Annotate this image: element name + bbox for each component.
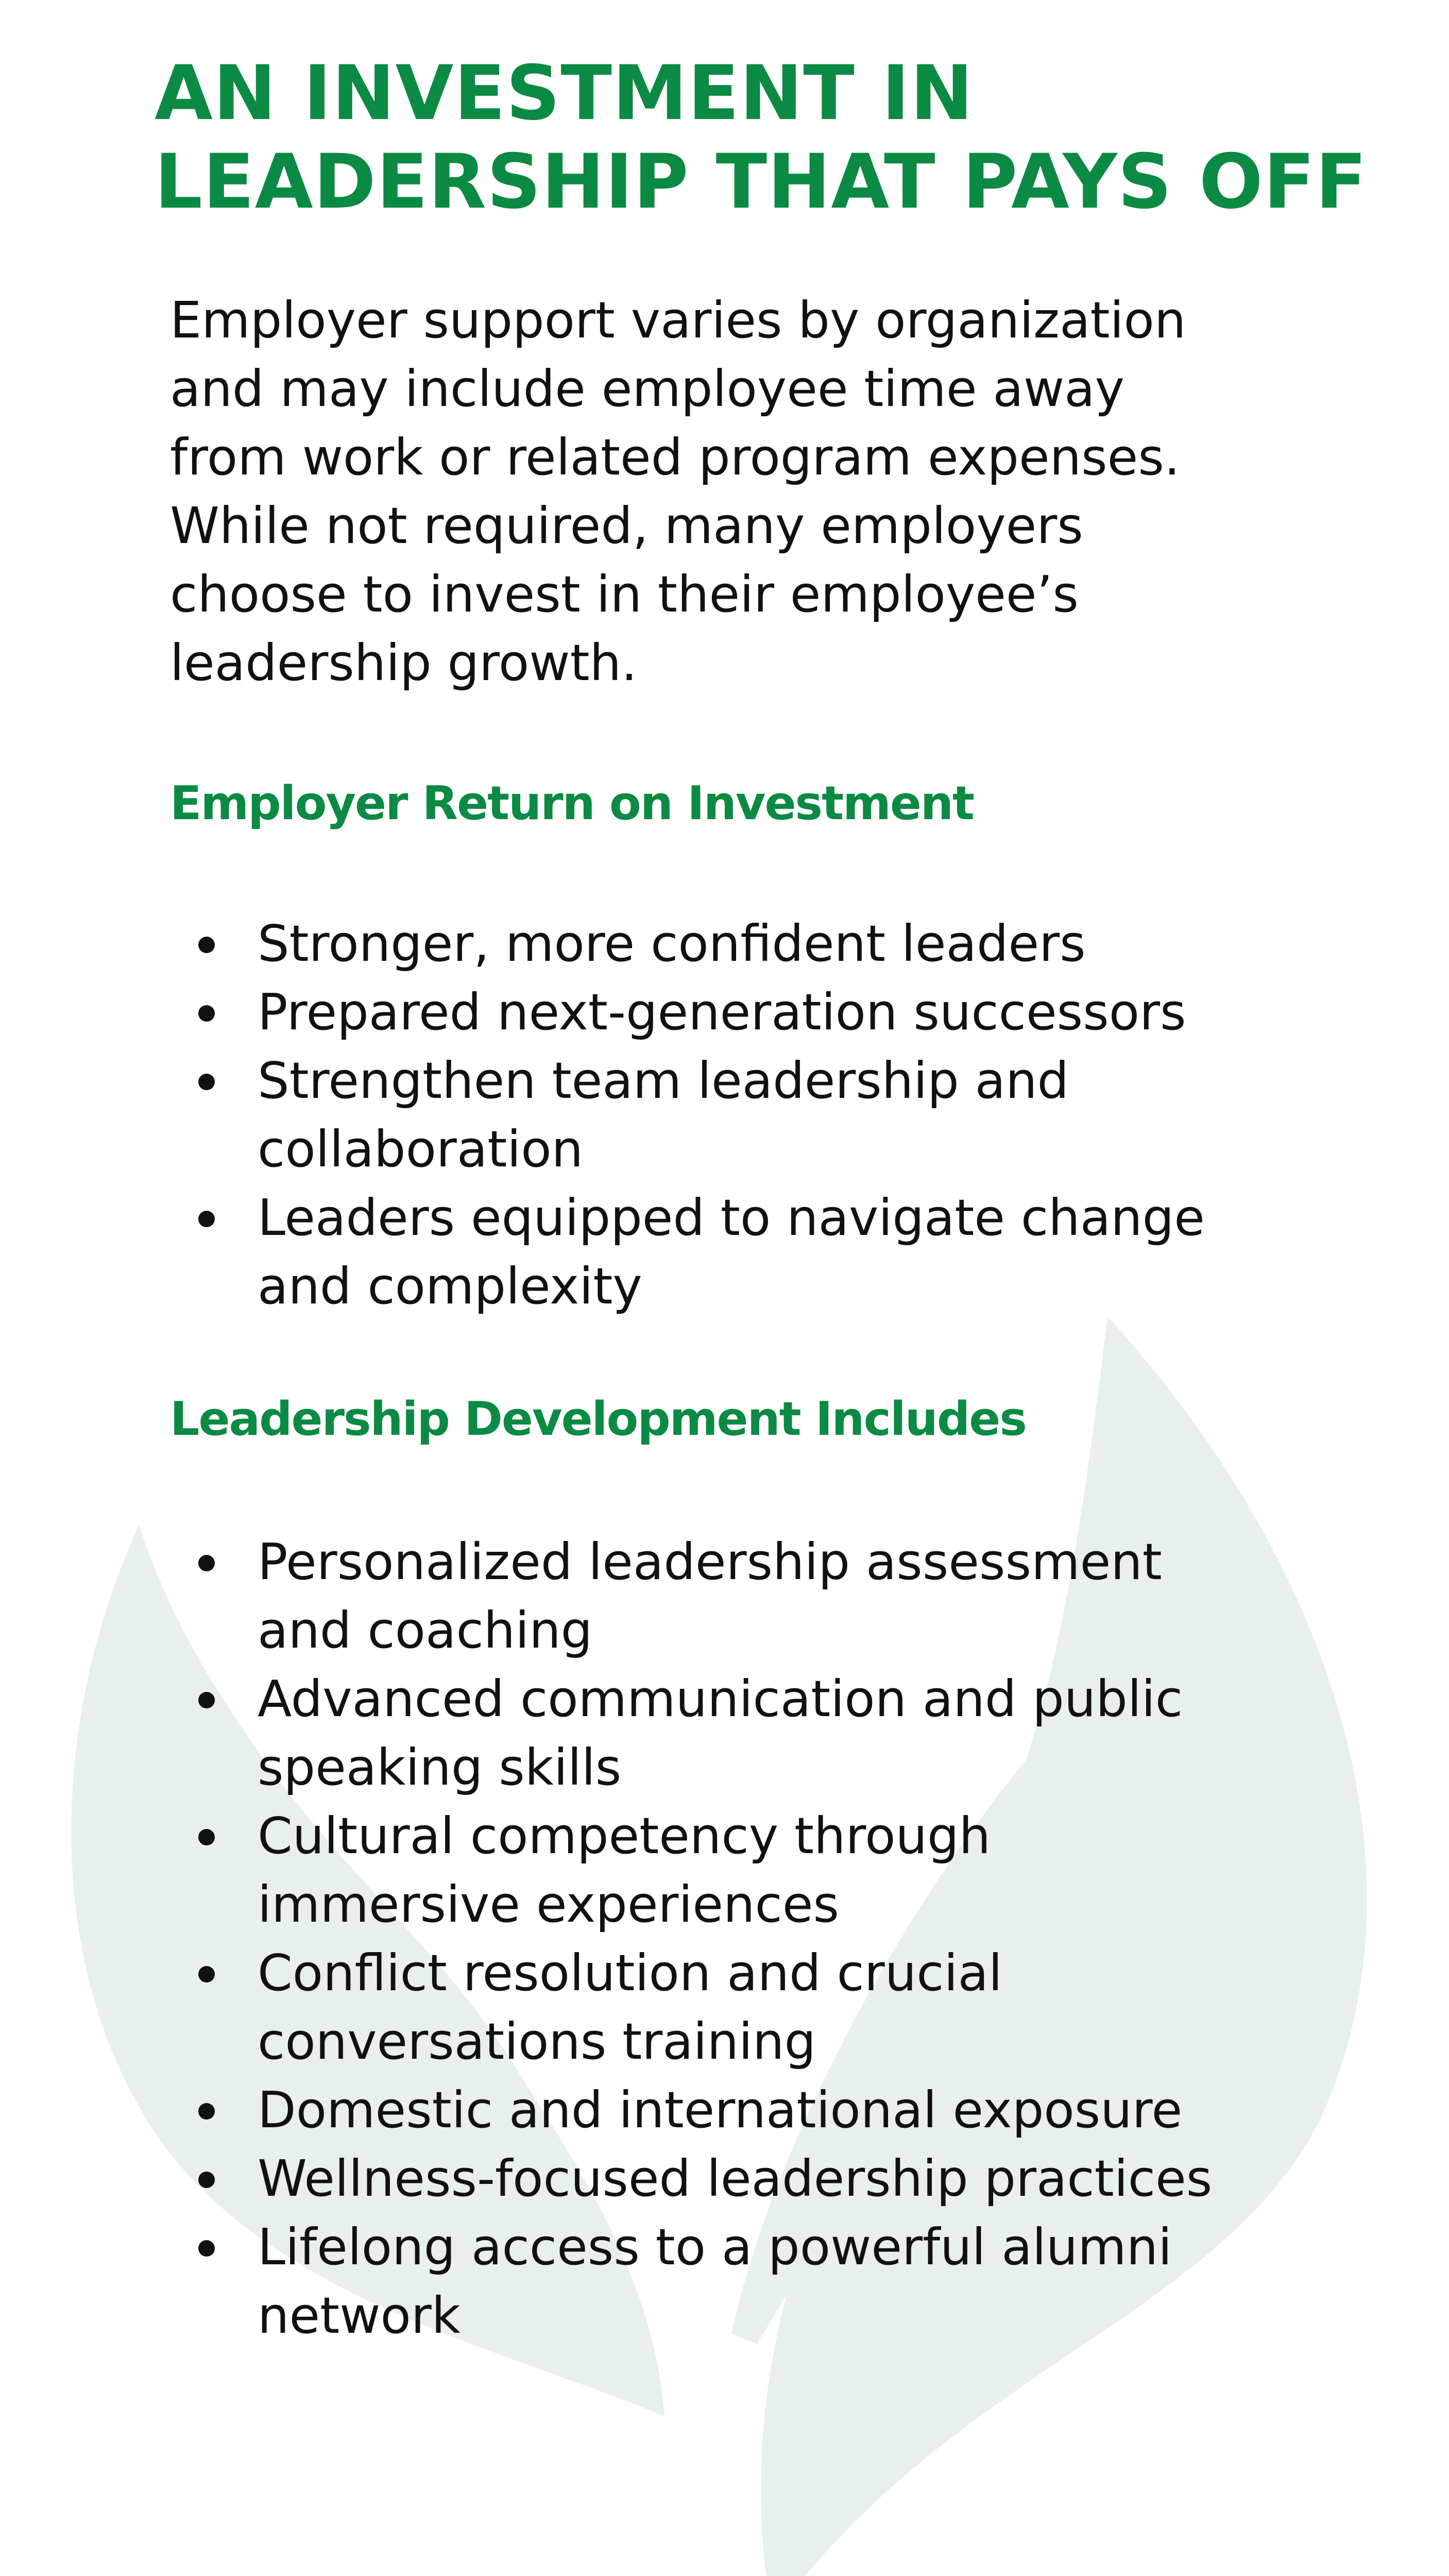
- list-item-text: and coaching: [258, 1601, 593, 1659]
- list-item-text: speaking skills: [258, 1738, 622, 1797]
- list-item-text: Advanced communication and public: [258, 1670, 1183, 1728]
- intro-paragraph: [170, 286, 1303, 697]
- list-item-text: Strengthen team leadership and: [258, 1052, 1069, 1110]
- intro-line: choose to invest in their employee’s: [170, 565, 1079, 623]
- list-item-text: immersive experiences: [258, 1875, 840, 1934]
- page-title: [155, 49, 1391, 226]
- list-item: [0, 2144, 1449, 2213]
- development-list: [0, 1528, 1449, 2350]
- bullet-icon: [198, 1966, 215, 1982]
- intro-line: leadership growth.: [170, 634, 637, 692]
- list-item-text: Leaders equipped to navigate change: [258, 1189, 1205, 1247]
- list-item: [0, 1046, 1449, 1183]
- list-item-text: and complexity: [258, 1257, 642, 1315]
- bullet-icon: [198, 937, 215, 953]
- list-item-text: Stronger, more confident leaders: [258, 914, 1086, 973]
- intro-line: and may include employee time away: [170, 360, 1124, 418]
- development-heading: Leadership Development Includes: [170, 1392, 1026, 1446]
- bullet-icon: [198, 1829, 215, 1845]
- list-item: [0, 1528, 1449, 1665]
- list-item: [0, 1802, 1449, 1939]
- list-item: [0, 909, 1449, 978]
- intro-line: While not required, many employers: [170, 497, 1083, 555]
- list-item-text: Domestic and international exposure: [258, 2081, 1183, 2139]
- list-item: [0, 1183, 1449, 1320]
- roi-heading: Employer Return on Investment: [170, 776, 974, 831]
- list-item: [0, 1665, 1449, 1802]
- bullet-icon: [198, 1692, 215, 1708]
- bullet-icon: [198, 1074, 215, 1090]
- bullet-icon: [198, 2172, 215, 2188]
- bullet-icon: [198, 1555, 215, 1571]
- list-item-text: collaboration: [258, 1120, 584, 1178]
- list-item-text: Wellness-focused leadership practices: [258, 2149, 1213, 2208]
- list-item-text: Cultural competency through: [258, 1807, 991, 1865]
- list-item: [0, 978, 1449, 1046]
- bullet-icon: [198, 2103, 215, 2120]
- title-line: AN INVESTMENT IN: [155, 49, 974, 137]
- intro-line: Employer support varies by organization: [170, 291, 1186, 349]
- list-item-text: Prepared next-generation successors: [258, 983, 1186, 1041]
- bullet-icon: [198, 2240, 215, 2257]
- list-item-text: Conflict resolution and crucial: [258, 1944, 1002, 2002]
- list-item: [0, 1939, 1449, 2076]
- title-line: LEADERSHIP THAT PAYS OFF: [155, 138, 1368, 226]
- bullet-icon: [198, 1211, 215, 1227]
- list-item: [0, 2076, 1449, 2144]
- list-item-text: Personalized leadership assessment: [258, 1533, 1162, 1591]
- bullet-icon: [198, 1005, 215, 1022]
- list-item: [0, 2213, 1449, 2350]
- list-item-text: network: [258, 2286, 461, 2345]
- list-item-text: Lifelong access to a powerful alumni: [258, 2218, 1172, 2276]
- list-item-text: conversations training: [258, 2012, 816, 2071]
- intro-line: from work or related program expenses.: [170, 428, 1180, 486]
- roi-list: [0, 909, 1449, 1320]
